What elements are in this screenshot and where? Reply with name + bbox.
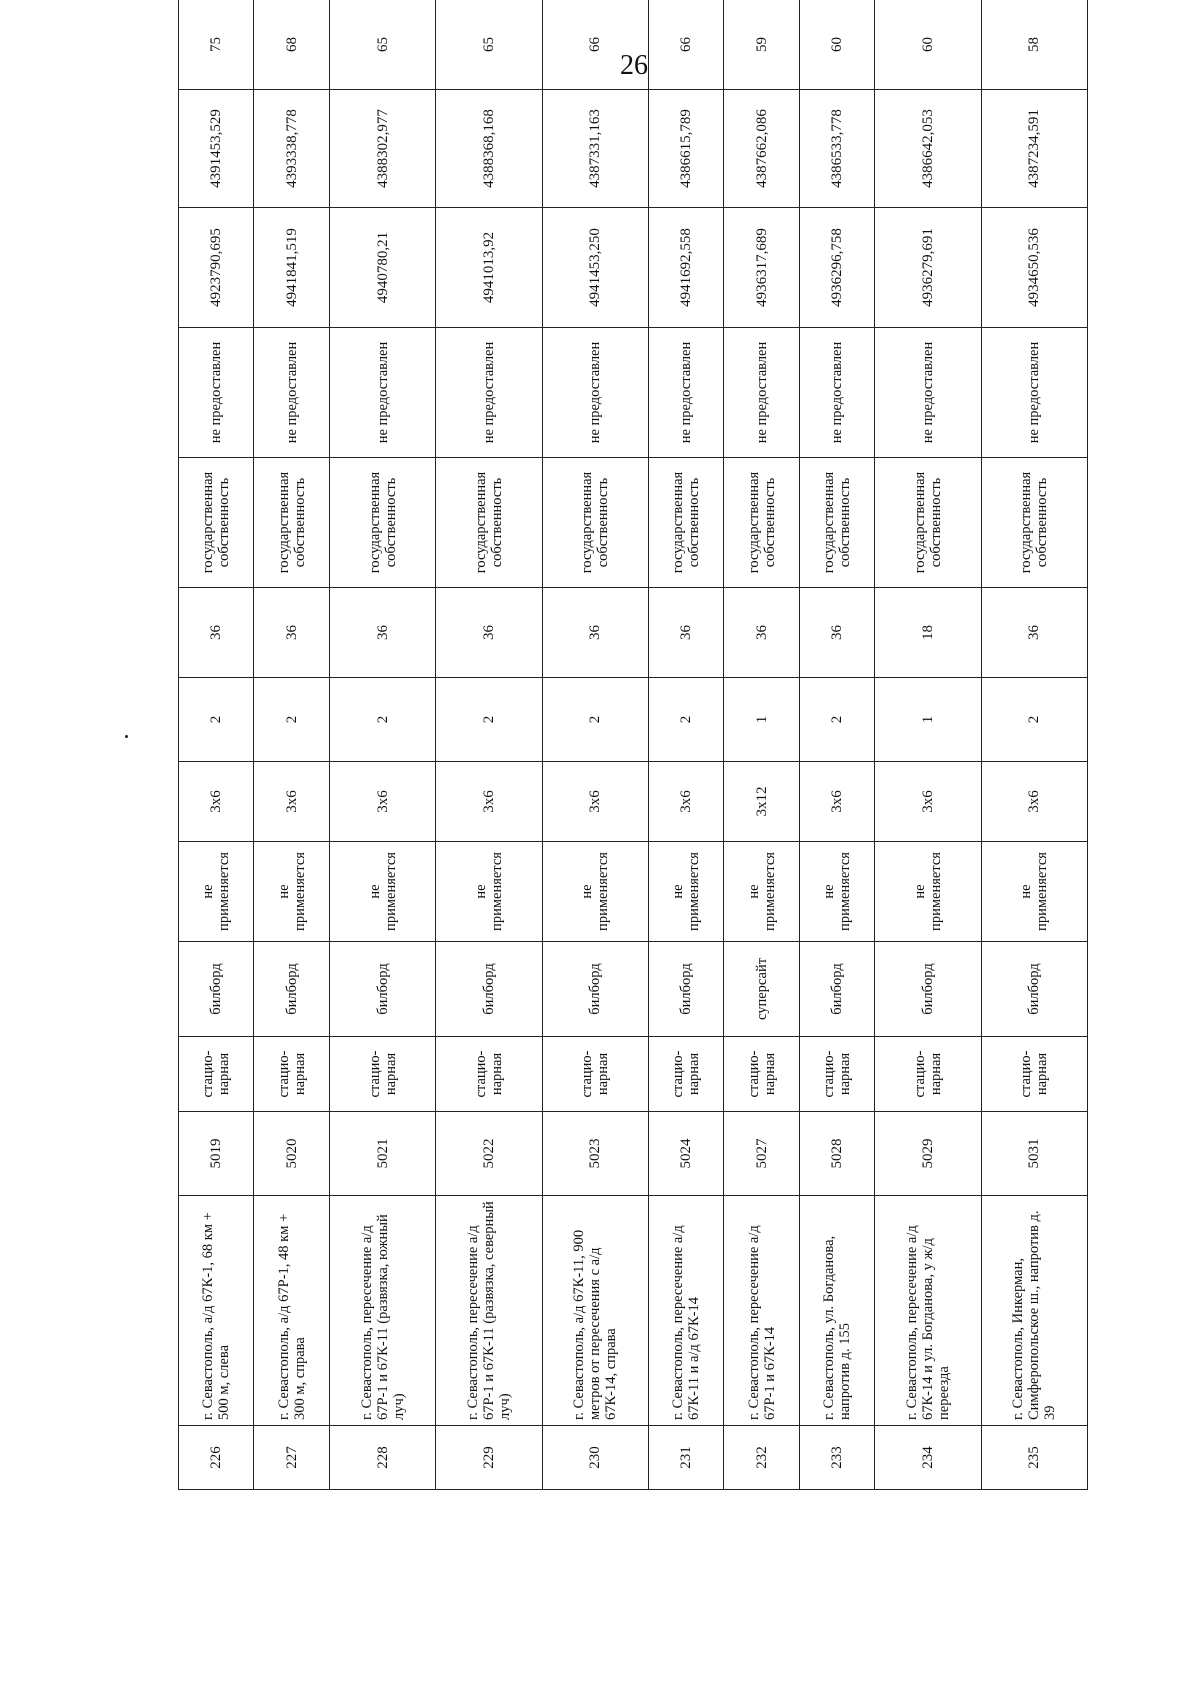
- area-cell: 36: [724, 588, 799, 678]
- ownership-cell: государственная собственность: [542, 458, 648, 588]
- ownership-cell: государственная собственность: [648, 458, 723, 588]
- table-row: [799, 0, 874, 1490]
- row-number-cell: 226: [179, 1426, 254, 1490]
- page-number: 26: [620, 50, 648, 81]
- table-row: [981, 0, 1087, 1490]
- address-cell: г. Севастополь, а/д 67Р-1, 48 км + 300 м, справа: [254, 1196, 329, 1426]
- coordinate-y-cell: 4388302,977: [329, 90, 435, 208]
- area-cell: 36: [981, 588, 1087, 678]
- coordinate-y-cell: 4393338,778: [254, 90, 329, 208]
- coordinate-x-cell: 4936296,758: [799, 208, 874, 328]
- structure-kind-cell: стацио-нарная: [254, 1037, 329, 1112]
- coordinate-y-cell: 4391453,529: [179, 90, 254, 208]
- size-cell: 3х6: [329, 762, 435, 842]
- address-cell: г. Севастополь, пересечение а/д 67Р-1 и 67К-11 (развязка, северный луч): [436, 1196, 542, 1426]
- sides-count-cell: 2: [648, 678, 723, 762]
- size-cell: 3х6: [542, 762, 648, 842]
- structure-kind-cell: стацио-нарная: [542, 1037, 648, 1112]
- table-row: [875, 0, 981, 1490]
- address-cell: г. Севастополь, пересечение а/д 67К-11 и а/д 67К-14: [648, 1196, 723, 1426]
- cadastral-number-cell: не предоставлен: [542, 328, 648, 458]
- structure-type-cell: билборд: [875, 942, 981, 1037]
- value-cell: 60: [799, 0, 874, 90]
- coordinate-x-cell: 4923790,695: [179, 208, 254, 328]
- table-row: [648, 0, 723, 1490]
- table-row: [329, 0, 435, 1490]
- lighting-cell: не применяется: [542, 842, 648, 942]
- cadastral-number-cell: не предоставлен: [875, 328, 981, 458]
- coordinate-x-cell: 4941013,92: [436, 208, 542, 328]
- table-row: [179, 0, 254, 1490]
- cadastral-number-cell: не предоставлен: [981, 328, 1087, 458]
- advertising-structures-table: [178, 0, 1088, 1490]
- value-cell: 65: [436, 0, 542, 90]
- structure-id-cell: 5022: [436, 1112, 542, 1196]
- coordinate-y-cell: 4387662,086: [724, 90, 799, 208]
- ownership-cell: государственная собственность: [724, 458, 799, 588]
- structure-kind-cell: стацио-нарная: [329, 1037, 435, 1112]
- lighting-cell: не применяется: [254, 842, 329, 942]
- area-cell: 36: [254, 588, 329, 678]
- cadastral-number-cell: не предоставлен: [329, 328, 435, 458]
- structure-type-cell: билборд: [436, 942, 542, 1037]
- structure-type-cell: билборд: [648, 942, 723, 1037]
- cadastral-number-cell: не предоставлен: [648, 328, 723, 458]
- structure-type-cell: билборд: [542, 942, 648, 1037]
- row-number-cell: 228: [329, 1426, 435, 1490]
- area-cell: 36: [542, 588, 648, 678]
- area-cell: 18: [875, 588, 981, 678]
- row-number-cell: 229: [436, 1426, 542, 1490]
- table-body: [179, 0, 1088, 1490]
- value-cell: 68: [254, 0, 329, 90]
- sides-count-cell: 2: [436, 678, 542, 762]
- coordinate-y-cell: 4388368,168: [436, 90, 542, 208]
- table-row: [254, 0, 329, 1490]
- cadastral-number-cell: не предоставлен: [724, 328, 799, 458]
- size-cell: 3х6: [799, 762, 874, 842]
- structure-kind-cell: стацио-нарная: [179, 1037, 254, 1112]
- coordinate-y-cell: 4387234,591: [981, 90, 1087, 208]
- lighting-cell: не применяется: [724, 842, 799, 942]
- cadastral-number-cell: не предоставлен: [799, 328, 874, 458]
- area-cell: 36: [436, 588, 542, 678]
- ownership-cell: государственная собственность: [875, 458, 981, 588]
- area-cell: 36: [179, 588, 254, 678]
- cadastral-number-cell: не предоставлен: [436, 328, 542, 458]
- lighting-cell: не применяется: [329, 842, 435, 942]
- sides-count-cell: 1: [875, 678, 981, 762]
- area-cell: 36: [799, 588, 874, 678]
- row-number-cell: 231: [648, 1426, 723, 1490]
- structure-type-cell: билборд: [179, 942, 254, 1037]
- structure-kind-cell: стацио-нарная: [724, 1037, 799, 1112]
- table-row: [724, 0, 799, 1490]
- coordinate-x-cell: 4936317,689: [724, 208, 799, 328]
- ownership-cell: государственная собственность: [329, 458, 435, 588]
- structure-kind-cell: стацио-нарная: [648, 1037, 723, 1112]
- coordinate-y-cell: 4386642,053: [875, 90, 981, 208]
- structure-type-cell: билборд: [329, 942, 435, 1037]
- structure-type-cell: билборд: [799, 942, 874, 1037]
- structure-id-cell: 5021: [329, 1112, 435, 1196]
- size-cell: 3х6: [648, 762, 723, 842]
- cadastral-number-cell: не предоставлен: [179, 328, 254, 458]
- area-cell: 36: [329, 588, 435, 678]
- address-cell: г. Севастополь, а/д 67К-1, 68 км + 500 м, слева: [179, 1196, 254, 1426]
- structure-kind-cell: стацио-нарная: [981, 1037, 1087, 1112]
- value-cell: 66: [542, 0, 648, 90]
- table-row: [542, 0, 648, 1490]
- value-cell: 65: [329, 0, 435, 90]
- value-cell: 58: [981, 0, 1087, 90]
- sides-count-cell: 2: [254, 678, 329, 762]
- address-cell: г. Севастополь, пересечение а/д 67Р-1 и 67К-11 (развязка, южный луч): [329, 1196, 435, 1426]
- ownership-cell: государственная собственность: [179, 458, 254, 588]
- structure-id-cell: 5028: [799, 1112, 874, 1196]
- lighting-cell: не применяется: [179, 842, 254, 942]
- address-cell: г. Севастополь, ул. Богданова, напротив д. 155: [799, 1196, 874, 1426]
- value-cell: 59: [724, 0, 799, 90]
- coordinate-x-cell: 4934650,536: [981, 208, 1087, 328]
- size-cell: 3х6: [179, 762, 254, 842]
- structure-kind-cell: стацио-нарная: [799, 1037, 874, 1112]
- sides-count-cell: 2: [179, 678, 254, 762]
- value-cell: 75: [179, 0, 254, 90]
- lighting-cell: не применяется: [436, 842, 542, 942]
- coordinate-y-cell: 4386615,789: [648, 90, 723, 208]
- sides-count-cell: 2: [981, 678, 1087, 762]
- structure-id-cell: 5024: [648, 1112, 723, 1196]
- table-row: [436, 0, 542, 1490]
- row-number-cell: 232: [724, 1426, 799, 1490]
- value-cell: 66: [648, 0, 723, 90]
- coordinate-x-cell: 4936279,691: [875, 208, 981, 328]
- structure-id-cell: 5023: [542, 1112, 648, 1196]
- address-cell: г. Севастополь, пересечение а/д 67К-14 и ул. Богданова, у ж/д переезда: [875, 1196, 981, 1426]
- row-number-cell: 234: [875, 1426, 981, 1490]
- area-cell: 36: [648, 588, 723, 678]
- row-number-cell: 227: [254, 1426, 329, 1490]
- lighting-cell: не применяется: [648, 842, 723, 942]
- size-cell: 3х6: [436, 762, 542, 842]
- structure-kind-cell: стацио-нарная: [436, 1037, 542, 1112]
- lighting-cell: не применяется: [981, 842, 1087, 942]
- structure-kind-cell: стацио-нарная: [875, 1037, 981, 1112]
- ownership-cell: государственная собственность: [436, 458, 542, 588]
- structure-id-cell: 5019: [179, 1112, 254, 1196]
- size-cell: 3х6: [254, 762, 329, 842]
- row-number-cell: 233: [799, 1426, 874, 1490]
- row-number-cell: 230: [542, 1426, 648, 1490]
- structure-id-cell: 5020: [254, 1112, 329, 1196]
- sides-count-cell: 1: [724, 678, 799, 762]
- lighting-cell: не применяется: [799, 842, 874, 942]
- size-cell: 3х12: [724, 762, 799, 842]
- size-cell: 3х6: [981, 762, 1087, 842]
- sides-count-cell: 2: [799, 678, 874, 762]
- ownership-cell: государственная собственность: [799, 458, 874, 588]
- structure-id-cell: 5029: [875, 1112, 981, 1196]
- lighting-cell: не применяется: [875, 842, 981, 942]
- address-cell: г. Севастополь, пересечение а/д 67Р-1 и 67К-14: [724, 1196, 799, 1426]
- structure-type-cell: билборд: [254, 942, 329, 1037]
- ownership-cell: государственная собственность: [254, 458, 329, 588]
- coordinate-x-cell: 4941692,558: [648, 208, 723, 328]
- coordinate-x-cell: 4940780,21: [329, 208, 435, 328]
- coordinate-x-cell: 4941841,519: [254, 208, 329, 328]
- rotated-table-container: [178, 37, 1088, 1490]
- structure-type-cell: билборд: [981, 942, 1087, 1037]
- value-cell: 60: [875, 0, 981, 90]
- coordinate-y-cell: 4386533,778: [799, 90, 874, 208]
- row-number-cell: 235: [981, 1426, 1087, 1490]
- structure-type-cell: суперсайт: [724, 942, 799, 1037]
- address-cell: г. Севастополь, а/д 67К-11, 900 метров от пересечения с а/д 67К-14, справа: [542, 1196, 648, 1426]
- structure-id-cell: 5031: [981, 1112, 1087, 1196]
- coordinate-x-cell: 4941453,250: [542, 208, 648, 328]
- sides-count-cell: 2: [542, 678, 648, 762]
- address-cell: г. Севастополь, Инкерман, Симферопольское ш., напротив д. 39: [981, 1196, 1087, 1426]
- structure-id-cell: 5027: [724, 1112, 799, 1196]
- size-cell: 3х6: [875, 762, 981, 842]
- sides-count-cell: 2: [329, 678, 435, 762]
- ownership-cell: государственная собственность: [981, 458, 1087, 588]
- cadastral-number-cell: не предоставлен: [254, 328, 329, 458]
- coordinate-y-cell: 4387331,163: [542, 90, 648, 208]
- scan-speck: [125, 735, 128, 738]
